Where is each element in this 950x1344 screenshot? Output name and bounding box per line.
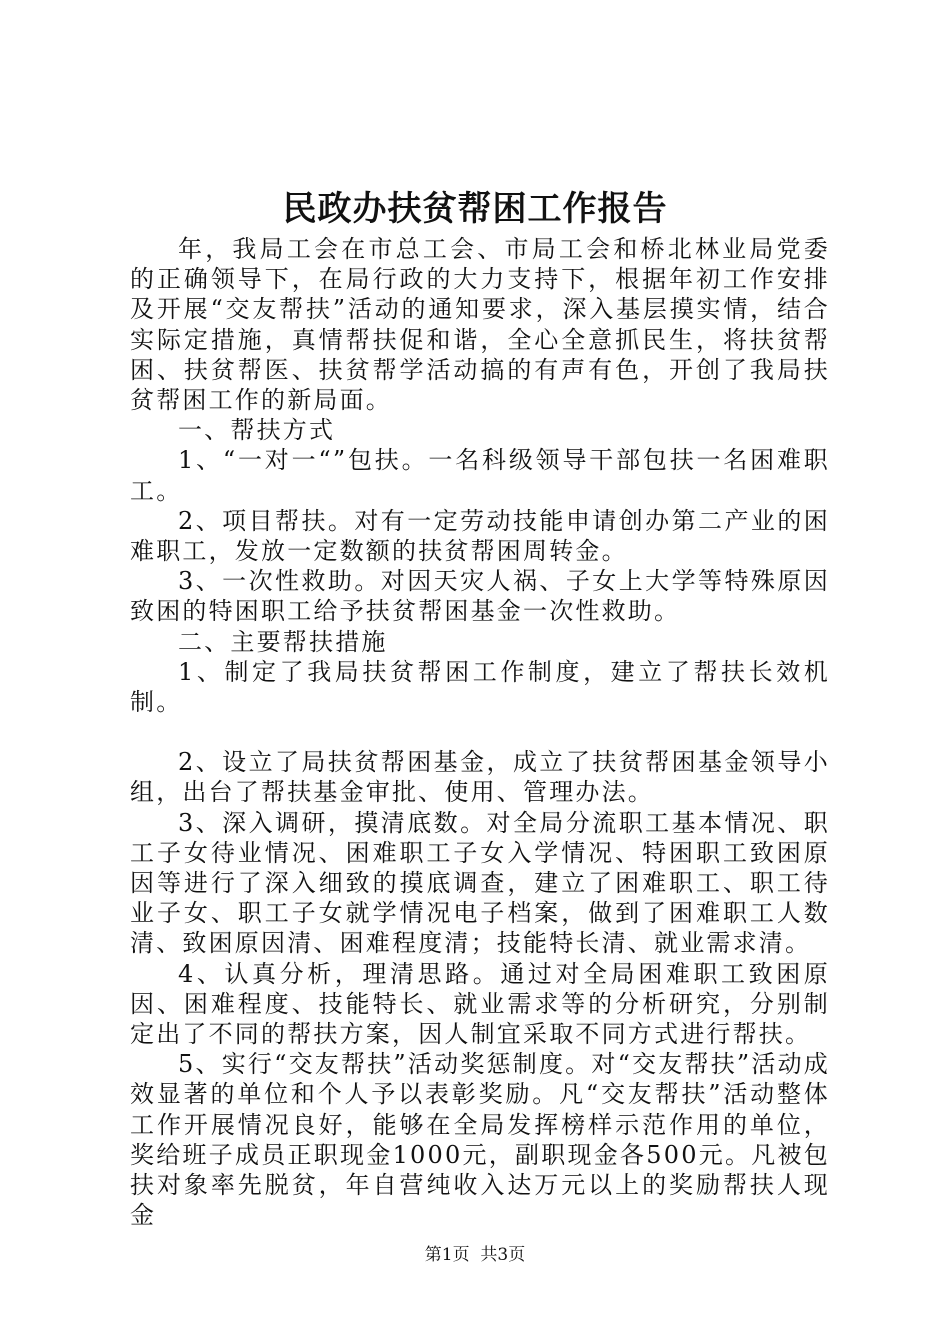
help-method-item-3: 3、一次性救助。对因天灾人祸、子女上大学等特殊原因致困的特困职工给予扶贫帮困基金一次性救助。 (130, 567, 830, 626)
page-footer (0, 1244, 950, 1266)
measure-item-2: 2、设立了局扶贫帮困基金，成立了扶贫帮困基金领导小组，出台了帮扶基金审批、使用、管理办法。 (130, 748, 830, 807)
section-heading-main-measures: 二、主要帮扶措施 (178, 627, 388, 656)
help-method-item-1: 1、“一对一“”包扶。一名科级领导干部包扶一名困难职工。 (130, 446, 830, 505)
measure-item-5: 5、实行“交友帮扶”活动奖惩制度。对“交友帮扶”活动成效显著的单位和个人予以表彰奖励。凡“交友帮扶”活动整体工作开展情况良好，能够在全局发挥榜样示范作用的单位，奖给班子成员正职现金1000元，副职现金各500元。凡被包扶对象率先脱贫，年自营纯收入达万元以上的奖励帮扶人现金 (130, 1050, 830, 1230)
document-title: 民政办扶贫帮困工作报告 (282, 189, 668, 229)
intro-paragraph: 年，我局工会在市总工会、市局工会和桥北林业局党委的正确领导下，在局行政的大力支持下，根据年初工作安排及开展“交友帮扶”活动的通知要求，深入基层摸实情，结合实际定措施，真情帮扶促和谐，全心全意抓民生，将扶贫帮困、扶贫帮医、扶贫帮学活动搞的有声有色，开创了我局扶贫帮困工作的新局面。 (130, 235, 830, 415)
section-heading-help-methods: 一、帮扶方式 (178, 416, 336, 445)
document-body (130, 234, 830, 1231)
measure-item-4: 4、认真分析，理清思路。通过对全局困难职工致困原因、困难程度、技能特长、就业需求等的分析研究，分别制定出了不同的帮扶方案，因人制宜采取不同方式进行帮扶。 (130, 959, 830, 1049)
blank-line (130, 717, 830, 747)
measure-item-1: 1、制定了我局扶贫帮困工作制度，建立了帮扶长效机制。 (130, 657, 830, 717)
help-method-item-2: 2、项目帮扶。对有一定劳动技能申请创办第二产业的困难职工，发放一定数额的扶贫帮困周转金。 (130, 506, 830, 566)
measure-item-3: 3、深入调研，摸清底数。对全局分流职工基本情况、职工子女待业情况、困难职工子女入学情况、特困职工致困原因等进行了深入细致的摸底调查，建立了困难职工、职工待业子女、职工子女就学情况电子档案，做到了困难职工人数清、致困原因清、困难程度清；技能特长清、就业需求清。 (130, 808, 830, 958)
page-number-label: 第1页 共3页 (424, 1245, 526, 1265)
